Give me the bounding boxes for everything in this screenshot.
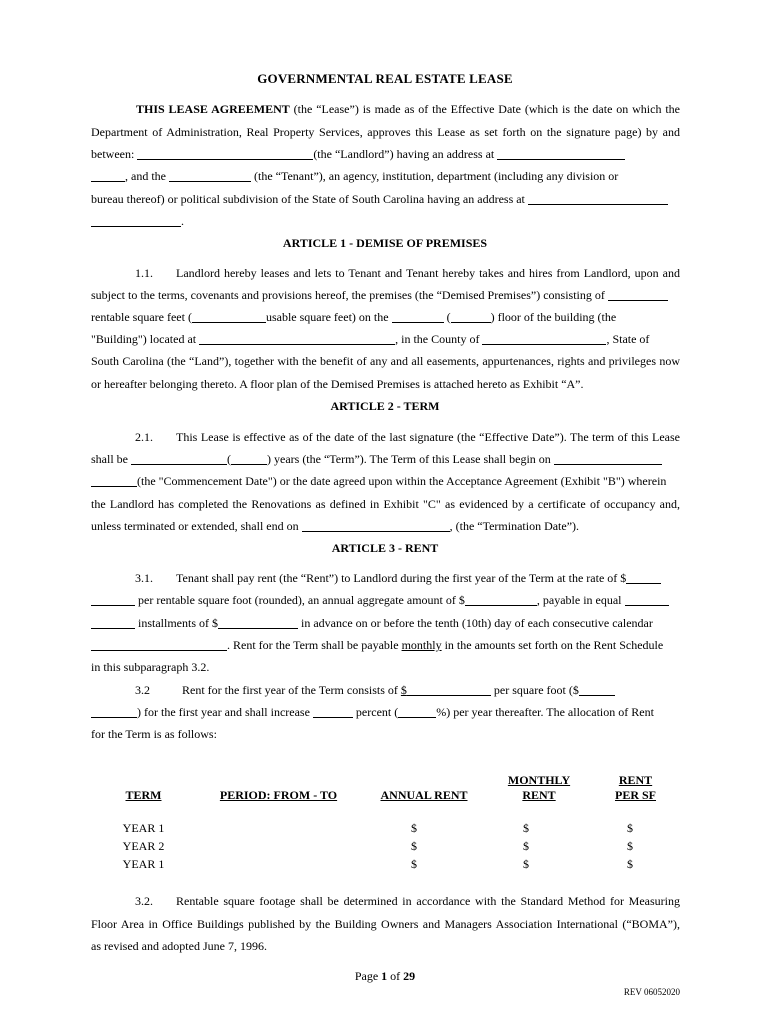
article-3-text-2a: per rentable square foot (rounded), an annual aggregate amount of $ (138, 593, 465, 607)
col-monthly-header: MONTHLY RENT (507, 773, 571, 802)
per-sf-blank[interactable] (579, 683, 615, 696)
section-2-1-number: 2.1. (135, 430, 153, 444)
floor-words-blank[interactable] (392, 310, 444, 323)
article-2-line-1 (91, 429, 680, 445)
article-3-line-5: in this subparagraph 3.2. (91, 660, 210, 674)
article-2-heading: ARTICLE 2 - TERM (330, 399, 440, 413)
tenant-name-blank[interactable] (169, 169, 251, 182)
article-3-2-text-1a: Rent for the first year of the Term consists of (182, 683, 398, 697)
article-3-line-3 (91, 615, 680, 631)
intro-tenant-text: (the “Tenant”), an agency, institution, department (including any division or (254, 169, 619, 183)
article-3-text-1: Tenant shall pay rent (the “Rent”) to Landlord during the first year of the Term at the rate of $ (176, 571, 627, 585)
cell-annual[interactable]: $ (411, 820, 417, 835)
table-row (91, 837, 680, 855)
cell-term: YEAR 1 (122, 856, 165, 871)
article-3-text-4a: . Rent for the Term shall be payable (227, 638, 399, 652)
article-2-text-2c: ) years (the “Term”). The Term of this Lease shall begin on (267, 452, 551, 466)
commencement-date-blank-2[interactable] (91, 474, 137, 487)
rate-blank[interactable] (626, 571, 661, 584)
section-3-2-number: 3.2 (135, 683, 150, 697)
article-1-text-4c: , State of (606, 332, 650, 346)
rentable-sf-blank[interactable] (608, 288, 668, 301)
article-1-paren: ( (446, 310, 451, 324)
article-3-text-4b: in the amounts set forth on the Rent Schedule (444, 638, 664, 652)
table-row (91, 855, 680, 873)
article-1-text-2: subject to the terms, covenants and provisions hereof, the premises (the “Demised Premises”) consisting of (91, 288, 605, 302)
cell-annual[interactable]: $ (411, 838, 417, 853)
article-2-paren: ( (227, 452, 231, 466)
article-3-text-3b: in advance on or before the tenth (10th) day of each consecutive calendar (301, 616, 653, 630)
cell-persf[interactable]: $ (627, 856, 633, 871)
rent-schedule-table (91, 769, 680, 873)
cell-term: YEAR 1 (122, 820, 165, 835)
cell-period[interactable] (196, 837, 361, 855)
intro-text: (the “Lease”) is made as of the Effective Date (which is the date on which the (289, 102, 681, 116)
article-1-text-3a: rentable square feet ( (91, 310, 192, 324)
increase-words-blank[interactable] (313, 705, 353, 718)
article-1-text-4a: "Building") located at (91, 332, 197, 346)
increase-percent-blank[interactable] (398, 705, 436, 718)
per-sf-blank-2[interactable] (91, 705, 137, 718)
revision-label: REV 06052020 (623, 987, 680, 997)
termination-date-blank[interactable] (302, 519, 450, 532)
cell-persf[interactable]: $ (627, 838, 633, 853)
section-1-1-number: 1.1. (135, 266, 153, 280)
cell-persf[interactable]: $ (627, 820, 633, 835)
article-1-line-3 (91, 309, 680, 325)
installment-amount-blank[interactable] (218, 616, 298, 629)
col-period-header: PERIOD: FROM - TO (219, 788, 338, 802)
usable-sf-blank[interactable] (192, 310, 266, 323)
installments-count-blank[interactable] (625, 593, 669, 606)
article-1-text-1: Landlord hereby leases and lets to Tenant and Tenant hereby takes and hires from Landlord, upon and (176, 266, 680, 280)
annual-amount-blank[interactable] (465, 593, 537, 606)
cell-monthly[interactable]: $ (523, 820, 529, 835)
article-3-text-3a: installments of $ (138, 616, 218, 630)
cell-period[interactable] (196, 855, 361, 873)
cell-term: YEAR 2 (122, 838, 165, 853)
section-3-1-number: 3.1. (135, 571, 153, 585)
article-1-line-4 (91, 331, 680, 347)
article-3-2-text-1b: per square foot ($ (493, 683, 579, 697)
intro-line-1 (91, 101, 680, 117)
article-3-text-2b: , payable in equal (536, 593, 622, 607)
landlord-address-blank[interactable] (497, 147, 625, 160)
term-number-blank[interactable] (231, 452, 267, 465)
intro-line-3 (91, 146, 680, 162)
intro-line-6 (91, 213, 680, 229)
article-3-line-11: as revised and adopted June 7, 1996. (91, 939, 267, 953)
intro-bureau-text: bureau thereof) or political subdivision of the State of South Carolina having an address at (91, 192, 525, 206)
intro-and-the: , and the (125, 169, 166, 183)
article-2-text-3: (the "Commencement Date") or the date agreed upon within the Acceptance Agreement (Exhibit "B") wherein (137, 474, 667, 488)
intro-line-4 (91, 168, 680, 184)
article-1-line-5: South Carolina (the “Land”), together with the benefit of any and all easements, appurtenances, rights and privileges now (91, 354, 680, 368)
intro-between: between: (91, 147, 135, 161)
article-2-line-5 (91, 518, 680, 534)
intro-landlord-text: (the “Landlord”) having an address at (313, 147, 495, 161)
installments-count-blank-2[interactable] (91, 616, 135, 629)
county-blank[interactable] (482, 332, 606, 345)
rent-table-header-row (91, 769, 680, 803)
article-3-line-7 (91, 704, 680, 720)
col-persf-header: RENT PER SF (614, 773, 656, 802)
article-1-line-1 (91, 265, 680, 281)
page-number: Page 1 of 29 (354, 969, 416, 983)
article-2-text-2a: shall be (91, 452, 128, 466)
commencement-date-blank[interactable] (554, 452, 662, 465)
article-3-line-10: Floor Area in Office Buildings published by the Building Owners and Managers Association International (“BOMA”), (91, 917, 680, 931)
cell-period[interactable] (196, 819, 361, 837)
article-1-text-3d: ) floor of the building (the (490, 310, 617, 324)
article-3-3-text-1: Rentable square footage shall be determined in accordance with the Standard Method for Measuring (176, 894, 680, 908)
cell-monthly[interactable]: $ (523, 838, 529, 853)
article-1-line-6: or hereafter belonging thereto. A floor plan of the Demised Premises is attached hereto as Exhibit “A”. (91, 377, 584, 391)
intro-line-5 (91, 191, 680, 207)
article-2-text-5b: , (the “Termination Date”). (449, 519, 580, 533)
first-year-dollar: $ (400, 683, 407, 697)
article-1-heading: ARTICLE 1 - DEMISE OF PREMISES (282, 236, 488, 250)
intro-period: . (181, 214, 184, 228)
landlord-address-blank-2[interactable] (91, 169, 125, 182)
article-2-line-4: the Landlord has completed the Renovations as defined in Exhibit "C" as evidenced by a certificate of occupancy and, (91, 497, 680, 511)
floor-number-blank[interactable] (451, 310, 491, 323)
article-1-line-2 (91, 287, 680, 303)
article-3-line-6 (91, 682, 680, 698)
first-year-rent-blank[interactable] (407, 683, 491, 696)
article-2-line-2 (91, 451, 680, 467)
article-3-line-2 (91, 592, 680, 608)
cell-monthly[interactable]: $ (523, 856, 529, 871)
rate-blank-2[interactable] (91, 593, 135, 606)
article-2-text-5a: unless terminated or extended, shall end on (91, 519, 299, 533)
term-words-blank[interactable] (131, 452, 227, 465)
col-annual-header: ANNUAL RENT (380, 788, 468, 802)
intro-bold-lead: THIS LEASE AGREEMENT (136, 102, 290, 116)
article-3-line-9 (91, 893, 680, 909)
document-title: GOVERNMENTAL REAL ESTATE LEASE (257, 71, 513, 86)
article-3-2-text-2a: ) for the first year and shall increase (137, 705, 310, 719)
article-1-text-4b: , in the County of (395, 332, 480, 346)
table-row (91, 819, 680, 837)
building-address-blank[interactable] (199, 332, 395, 345)
article-2-text-1: This Lease is effective as of the date of the last signature (the “Effective Date”). The term of this Lease (176, 430, 680, 444)
monthly-underlined: monthly (401, 638, 442, 652)
section-3-2-dup-number: 3.2. (135, 894, 153, 908)
landlord-name-blank[interactable] (137, 147, 313, 160)
tenant-address-blank-2[interactable] (91, 214, 181, 227)
cell-annual[interactable]: $ (411, 856, 417, 871)
article-3-2-text-2c: %) per year thereafter. The allocation of Rent (436, 705, 654, 719)
article-2-line-3 (91, 473, 680, 489)
article-3-2-text-2b: percent ( (355, 705, 399, 719)
article-1-text-3b: usable square feet) on the (265, 310, 389, 324)
tenant-address-blank[interactable] (528, 192, 668, 205)
col-term-header: TERM (125, 788, 162, 802)
article-3-line-8: for the Term is as follows: (91, 727, 217, 741)
installment-amount-blank-2[interactable] (91, 638, 227, 651)
intro-line-2: Department of Administration, Real Property Services, approves this Lease as set forth on the signature page) by and (91, 125, 680, 139)
article-3-heading: ARTICLE 3 - RENT (331, 541, 439, 555)
article-3-line-1 (91, 570, 680, 586)
article-3-line-4 (91, 637, 680, 653)
